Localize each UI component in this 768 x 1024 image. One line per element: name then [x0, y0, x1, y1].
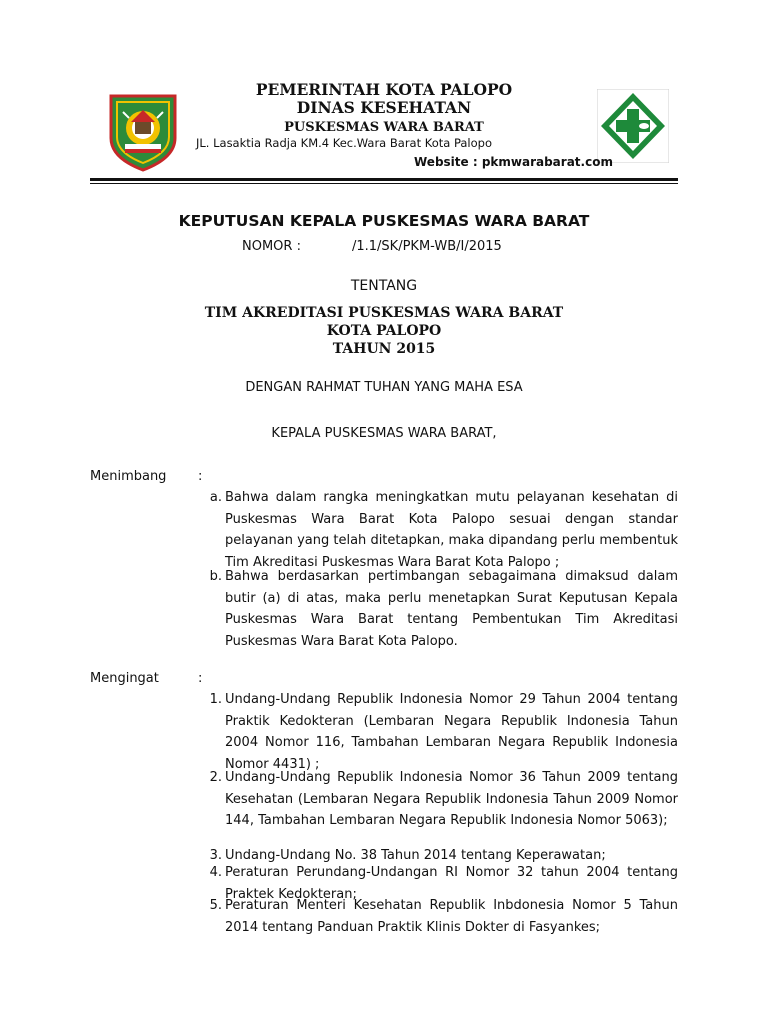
header-rule-thin [90, 183, 678, 184]
header-government: PEMERINTAH KOTA PALOPO [255, 80, 513, 99]
tentang-heading: TENTANG [350, 278, 418, 294]
list-marker: 3. [209, 848, 222, 863]
header-website: Website : pkmwarabarat.com [414, 155, 613, 169]
header-department: DINAS KESEHATAN [296, 98, 472, 117]
list-marker: 4. [209, 865, 222, 880]
list-marker: 2. [209, 770, 222, 785]
list-text: Peraturan Perundang-Undangan RI Nomor 32 tahun 2004 tentang Praktek Kedokteran; [225, 865, 678, 902]
mengingat-label: Mengingat [90, 671, 159, 686]
list-text: Undang-Undang No. 38 Tahun 2014 tentang Keperawatan; [225, 848, 606, 863]
subject-line-3: TAHUN 2015 [332, 341, 436, 357]
list-text: Peraturan Menteri Kesehatan Republik Inbdonesia Nomor 5 Tahun 2014 tentang Panduan Praktik Klinis Dokter di Fasyankes; [225, 898, 678, 935]
list-text: Undang-Undang Republik Indonesia Nomor 36 Tahun 2009 tentang Kesehatan (Lembaran Negara Republik Indonesia Tahun 2009 Nomor 144, Tambahan Lembaran Negara Republik Indonesia Nomor 5063); [225, 770, 678, 828]
menimbang-label: Menimbang [90, 469, 167, 484]
mengingat-item [200, 895, 678, 938]
nomor-value: /1.1/SK/PKM-WB/I/2015 [352, 239, 502, 254]
subject-line-2: KOTA PALOPO [326, 323, 442, 339]
mengingat-item [200, 689, 678, 775]
header-institution: PUSKESMAS WARA BARAT [284, 120, 484, 135]
menimbang-item [200, 566, 678, 652]
nomor-label: NOMOR : [242, 239, 301, 254]
list-marker: a. [209, 490, 222, 505]
issuer: KEPALA PUSKESMAS WARA BARAT, [271, 426, 497, 441]
header-rule-thick [90, 178, 678, 181]
list-marker: 1. [209, 692, 222, 707]
subject-line-1: TIM AKREDITASI PUSKESMAS WARA BARAT [204, 305, 564, 321]
header-address: JL. Lasaktia Radja KM.4 Kec.Wara Barat Kota Palopo [196, 136, 493, 150]
menimbang-colon: : [198, 469, 203, 484]
list-marker: 5. [209, 898, 222, 913]
mengingat-item [200, 767, 678, 832]
mengingat-colon: : [198, 671, 203, 686]
decree-title: KEPUTUSAN KEPALA PUSKESMAS WARA BARAT [178, 212, 590, 230]
list-text: Bahwa berdasarkan pertimbangan sebagaimana dimaksud dalam butir (a) di atas, maka perlu menetapkan Surat Keputusan Kepala Puskesmas Wara Barat tentang Pembentukan Tim Akreditasi Puskesmas Wara Barat Kota Palopo. [225, 569, 678, 649]
list-text: Bahwa dalam rangka meningkatkan mutu pelayanan kesehatan di Puskesmas Wara Barat Kota Palopo sesuai dengan standar pelayanan yang telah ditetapkan, maka dipandang perlu membentuk Tim Akreditasi Puskesmas Wara Barat Kota Palopo ; [225, 490, 678, 570]
menimbang-item [200, 487, 678, 573]
list-text: Undang-Undang Republik Indonesia Nomor 29 Tahun 2004 tentang Praktik Kedokteran (Lembaran Negara Republik Indonesia Tahun 2004 Nomor 116, Tambahan Lembaran Negara Republik Indonesia Nomor 4431) ; [225, 692, 678, 772]
invocation: DENGAN RAHMAT TUHAN YANG MAHA ESA [245, 380, 523, 395]
list-marker: b. [209, 569, 222, 584]
